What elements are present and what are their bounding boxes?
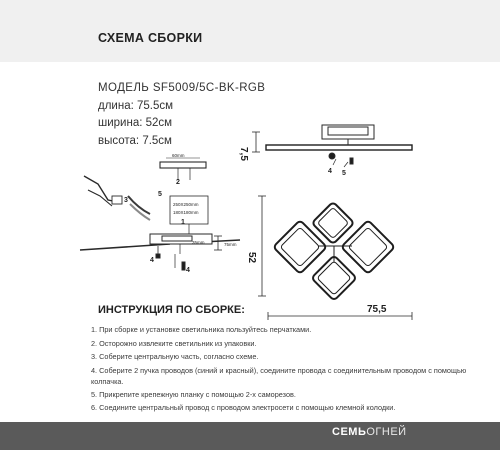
dim-width-label: 52 [246, 252, 257, 264]
part-number-1: 1 [181, 219, 185, 226]
brand-name-light: ОГНЕЙ [366, 426, 407, 438]
instruction-step: 2. Осторожно извлеките светильник из упаковки. [91, 338, 257, 348]
part-number-5b: 5 [342, 170, 346, 177]
label-75mm: 75mm [224, 242, 237, 247]
page-title: СХЕМА СБОРКИ [98, 31, 203, 45]
brand-logo [332, 426, 407, 438]
part-number-4a: 4 [150, 257, 154, 264]
dim-length-label: 75,5 [367, 304, 387, 315]
instruction-step: 1. При сборке и установке светильника пользуйтесь перчатками. [91, 325, 312, 334]
part-number-4c: 4 [328, 168, 332, 175]
label-60mm: 60mm [172, 153, 185, 158]
instruction-step: 6. Соедините центральный провод с проводом электросети с помощью клемной колодки. [91, 403, 396, 413]
instruction-step: 5. Прикрепите крепежную планку с помощью 2-х саморезов. [91, 389, 296, 399]
top-view-drawing [273, 202, 395, 301]
footer-band [0, 422, 500, 450]
dim-height-label: 7,5 [238, 147, 249, 161]
spec-width: ширина: 52см [98, 117, 173, 129]
brand-name-bold: СЕМЬ [332, 426, 367, 438]
instruction-step: 4. Соберите 2 пучка проводов (синий и красный), соедините провода с соединительным проводом с помощью колпачка. [91, 365, 467, 386]
instruction-step: 3. Соберите центральную часть, согласно схеме. [91, 352, 259, 362]
spec-height: высота: 7.5см [98, 134, 172, 147]
instructions-heading: ИНСТРУКЦИЯ ПО СБОРКЕ: [98, 304, 245, 316]
exploded-view-drawing [80, 158, 240, 270]
part-number-4b: 4 [186, 267, 190, 274]
part-number-2: 2 [176, 179, 180, 186]
label-35mm: 35mm [192, 240, 205, 245]
label-180mm: 180Х180mm [173, 210, 199, 215]
part-number-5: 5 [158, 191, 162, 198]
part-number-3: 3 [124, 197, 128, 204]
instructions-list [91, 323, 491, 415]
spec-length: длина: 75.5см [98, 99, 174, 112]
spec-model: МОДЕЛЬ SF5009/5C-BK-RGB [98, 82, 266, 94]
label-250mm: 250Х250mm [173, 202, 199, 207]
side-view-drawing [252, 125, 412, 167]
